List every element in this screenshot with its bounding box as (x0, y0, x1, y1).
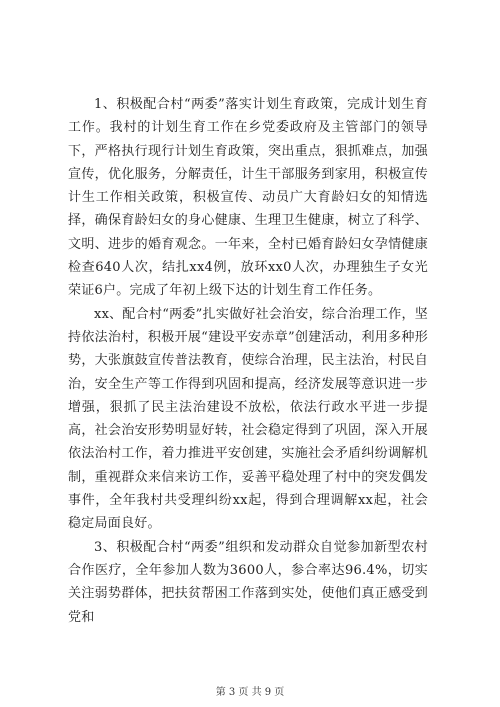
paragraph-family-planning: 1、积极配合村“两委”落实计划生育政策，完成计划生育工作。我村的计划生育工作在乡党委政府及主管部门的领导下，严格执行现行计划生育政策，突出重点，狠抓难点，加强宣传，优化服务，分解责任，计生干部服务到家用，积极宣传计生工作相关政策，积极宣传、动员广大育龄妇女的知情选择，确保育龄妇女的身心健康、生理卫生健康，树立了科学、文明、进步的婚育观念。一年来，全村已婚育龄妇女孕情健康检查640人次，结扎xx4例，放环xx0人次，办理独生子女光荣证6户。完成了年初上级下达的计划生育工作任务。 (68, 97, 428, 299)
page-number-footer: 第 3 页 共 9 页 (215, 687, 285, 698)
paragraph-rural-medical-care: 3、积极配合村“两委”组织和发动群众自觉参加新型农村合作医疗，全年参加人数为3600人，参合率达96.4%，切实关注弱势群体，把扶贫帮困工作落到实处，使他们真正感受到党和 (68, 539, 428, 625)
document-body (68, 93, 428, 629)
paragraph-public-security: xx、配合村“两委”扎实做好社会治安，综合治理工作，坚持依法治村，积极开展“建设平安赤章”创建活动，利用多种形势，大张旗鼓宣传普法教育，使综合治理，民主法治，村民自治，安全生产等工作得到巩固和提高，经济发展等意识进一步增强，狠抓了民主法治建设不放松，依法行政水平进一步提高，社会治安形势明显好转，社会稳定得到了巩固，深入开展依法治村工作，着力推进平安创建，实施社会矛盾纠纷调解机制，重视群众来信来访工作，妥善平稳处理了村中的突发偶发事件，全年我村共受理纠纷xx起，得到合理调解xx起，社会稳定局面良好。 (68, 306, 428, 532)
